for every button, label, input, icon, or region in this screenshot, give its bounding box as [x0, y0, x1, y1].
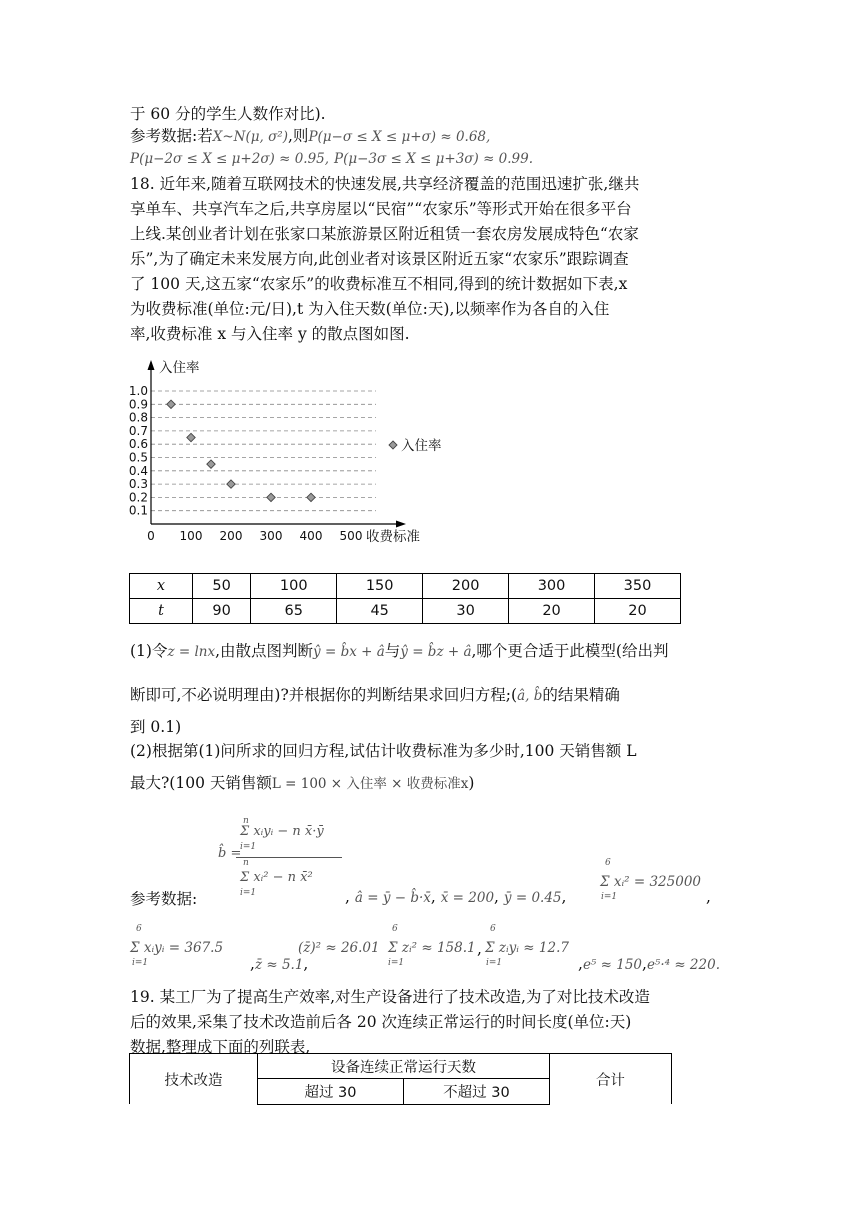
ref-p3: P(μ−3σ ≤ X ≤ μ+3σ) ≈ 0.99.: [333, 151, 534, 167]
data-point: [207, 460, 215, 468]
q18-line: 乐”,为了确定未来发展方向,此创业者对该景区附近五家“农家乐”跟踪调查: [130, 250, 629, 268]
y-tick-label: 0.9: [128, 397, 148, 412]
x-axis-title: 收费标准: [366, 529, 420, 545]
ref-values-1: , â = ȳ − b̂·x̄, x̄ = 200, ȳ = 0.45,: [345, 888, 567, 906]
sum-xy: Σ xᵢyᵢ = 367.5: [130, 940, 224, 956]
sum-upper: 6: [392, 924, 398, 934]
table-cell: 30: [423, 599, 509, 624]
table-cell: t: [130, 599, 193, 624]
sum-upper: n: [243, 858, 249, 868]
y-tick-label: 0.4: [128, 463, 148, 478]
table-cell: x: [130, 574, 193, 599]
text: 断即可,不必说明理由)?并根据你的判断结果求回归方程;(: [130, 686, 518, 704]
ref-dist: X~N(μ, σ²): [212, 129, 288, 145]
table-header: 设备连续正常运行天数: [258, 1054, 550, 1079]
ref-values-2: ,z̄ ≈ 5.1,: [250, 955, 309, 973]
q19-line: 后的效果,采集了技术改造前后各 20 次连续正常运行的时间长度(单位:天): [130, 1013, 632, 1031]
ab-hat: â, b̂: [517, 688, 543, 704]
x-tick-label: 100: [179, 529, 203, 543]
table-cell: 200: [423, 574, 509, 599]
sum-lower: i=1: [132, 958, 149, 968]
x-axis-arrow: [396, 521, 406, 528]
table-cell: 150: [337, 574, 423, 599]
ref-then: ,则: [288, 127, 309, 145]
b-denominator: Σ xᵢ² − n x̄²: [240, 870, 313, 885]
y-bar: ȳ = 0.45: [503, 890, 562, 906]
table-row: [130, 574, 681, 599]
q18-line: 上线.某创业者计划在张家口某旅游景区附近租赁一套农房发展成特色“农家: [130, 225, 639, 243]
fraction-bar: [236, 857, 342, 858]
e5: e⁵ ≈ 150: [582, 957, 642, 973]
table-header: 技术改造: [130, 1054, 258, 1105]
z-bar: z̄ ≈ 5.1: [254, 957, 304, 973]
sum-lower: i=1: [601, 892, 618, 902]
prev-ref-line: [130, 125, 490, 148]
ref-line1: [130, 888, 197, 910]
table-cell: 20: [509, 599, 595, 624]
q19-line: 数据,整理成下面的列联表,: [130, 1038, 311, 1056]
legend-marker: [389, 441, 397, 449]
legend-label: 入住率: [401, 438, 442, 454]
data-point: [267, 493, 275, 501]
sum-lower: i=1: [486, 958, 503, 968]
x-tick-label: 200: [219, 529, 243, 543]
a-hat-formula: â = ȳ − b̂·x̄: [354, 890, 431, 906]
sum-upper: 6: [490, 924, 496, 934]
y-tick-label: 0.8: [128, 410, 148, 425]
y-axis-arrow: [148, 360, 155, 370]
part1-line1: [130, 640, 668, 663]
ref-p1: P(μ−σ ≤ X ≤ μ+σ) ≈ 0.68,: [308, 129, 491, 145]
y-tick-label: 0.6: [128, 437, 148, 452]
x-tick-label: 0: [147, 529, 155, 543]
part1-line3: 到 0.1): [130, 718, 182, 736]
x-bar: x̄ = 200: [440, 890, 495, 906]
sum-lower: i=1: [240, 842, 257, 852]
b-numerator: Σ xᵢyᵢ − n x̄·ȳ: [240, 824, 324, 839]
x-tick-label: 500: [339, 529, 363, 543]
prev-ref-line2: [130, 147, 533, 170]
model2: ŷ = b̂z + â: [400, 644, 472, 660]
table-cell: 65: [251, 599, 337, 624]
q19-line: 19. 某工厂为了提高生产效率,对生产设备进行了技术改造,为了对比技术改造: [130, 988, 650, 1006]
ref-p2: P(μ−2σ ≤ X ≤ μ+2σ) ≈ 0.95,: [130, 151, 330, 167]
table-cell: 350: [595, 574, 681, 599]
table-cell: 50: [193, 574, 251, 599]
q18-line: 为收费标准(单位:元/日),t 为入住天数(单位:天),以频率作为各自的入住: [130, 300, 610, 318]
y-tick-label: 0.5: [128, 450, 148, 465]
data-table: [129, 573, 681, 624]
text: ): [468, 774, 475, 792]
ref-label: 参考数据:若: [130, 127, 213, 145]
q18-line: 了 100 天,这五家“农家乐”的收费标准互不相同,得到的统计数据如下表,x: [130, 275, 628, 293]
q18-line: 享单车、共享汽车之后,共享房屋以“民宿”“农家乐”等形式开始在很多平台: [130, 200, 632, 218]
table-cell: 20: [595, 599, 681, 624]
b-hat-symbol: b̂ =: [218, 846, 242, 861]
text: 的结果精确: [542, 686, 620, 704]
sum-z2: Σ zᵢ² ≈ 158.1: [388, 940, 476, 956]
sum-lower: i=1: [240, 888, 257, 898]
comma: ,: [477, 940, 482, 958]
z-def: z = lnx: [167, 644, 216, 660]
sum-upper: n: [243, 816, 249, 826]
sum-lower: i=1: [388, 958, 405, 968]
x-tick-label: 400: [299, 529, 323, 543]
sales-formula: L = 100 × 入住率 × 收费标准x: [271, 776, 469, 792]
sum-upper: 6: [136, 924, 142, 934]
y-tick-label: 0.7: [128, 423, 148, 438]
z-bar-sq: (z̄)² ≈ 26.01: [298, 940, 380, 956]
table-cell: 90: [193, 599, 251, 624]
sum-zy: Σ zᵢyᵢ ≈ 12.7: [485, 940, 569, 956]
comma: ,: [706, 888, 711, 906]
contingency-table: [129, 1053, 672, 1105]
part2-line2: [130, 772, 474, 795]
model1: ŷ = b̂x + â: [313, 644, 385, 660]
scatter-chart: [118, 350, 478, 550]
sum-x2: Σ xᵢ² = 325000: [600, 874, 702, 890]
data-point: [307, 493, 315, 501]
x-tick-label: 300: [259, 529, 283, 543]
table-header: 不超过 30: [403, 1079, 549, 1104]
table-header: 合计: [549, 1054, 671, 1105]
y-tick-label: 0.3: [128, 477, 148, 492]
ref-label: 参考数据:: [130, 890, 198, 908]
text: ,哪个更合适于此模型(给出判: [471, 642, 669, 660]
text: ,由散点图判断: [215, 642, 314, 660]
ref-values-3: ,e⁵ ≈ 150,e⁵·⁴ ≈ 220.: [578, 955, 720, 973]
part2-line1: (2)根据第(1)问所求的回归方程,试估计收费标准为多少时,100 天销售额 L: [130, 742, 637, 760]
sum-upper: 6: [605, 858, 611, 868]
data-point: [167, 400, 175, 408]
data-point: [227, 480, 235, 488]
part1-line2: [130, 684, 620, 707]
table-cell: 45: [337, 599, 423, 624]
text: (1)令: [130, 642, 168, 660]
data-point: [187, 433, 195, 441]
table-row: [130, 1054, 672, 1079]
e54: e⁵·⁴ ≈ 220.: [646, 957, 720, 973]
q18-line: 率,收费标准 x 与入住率 y 的散点图如图.: [130, 325, 410, 343]
prev-line: 于 60 分的学生人数作对比).: [130, 105, 326, 123]
table-cell: 100: [251, 574, 337, 599]
table-header: 超过 30: [258, 1079, 404, 1104]
text: 与: [384, 642, 401, 660]
y-tick-label: 0.2: [128, 490, 148, 505]
y-tick-label: 0.1: [128, 503, 148, 518]
y-tick-label: 1.0: [128, 384, 148, 398]
text: 最大?(100 天销售额: [130, 774, 272, 792]
table-row: [130, 599, 681, 624]
y-axis-title: 入住率: [159, 360, 200, 376]
table-cell: 300: [509, 574, 595, 599]
q18-line: 18. 近年来,随着互联网技术的快速发展,共享经济覆盖的范围迅速扩张,继共: [130, 175, 640, 193]
